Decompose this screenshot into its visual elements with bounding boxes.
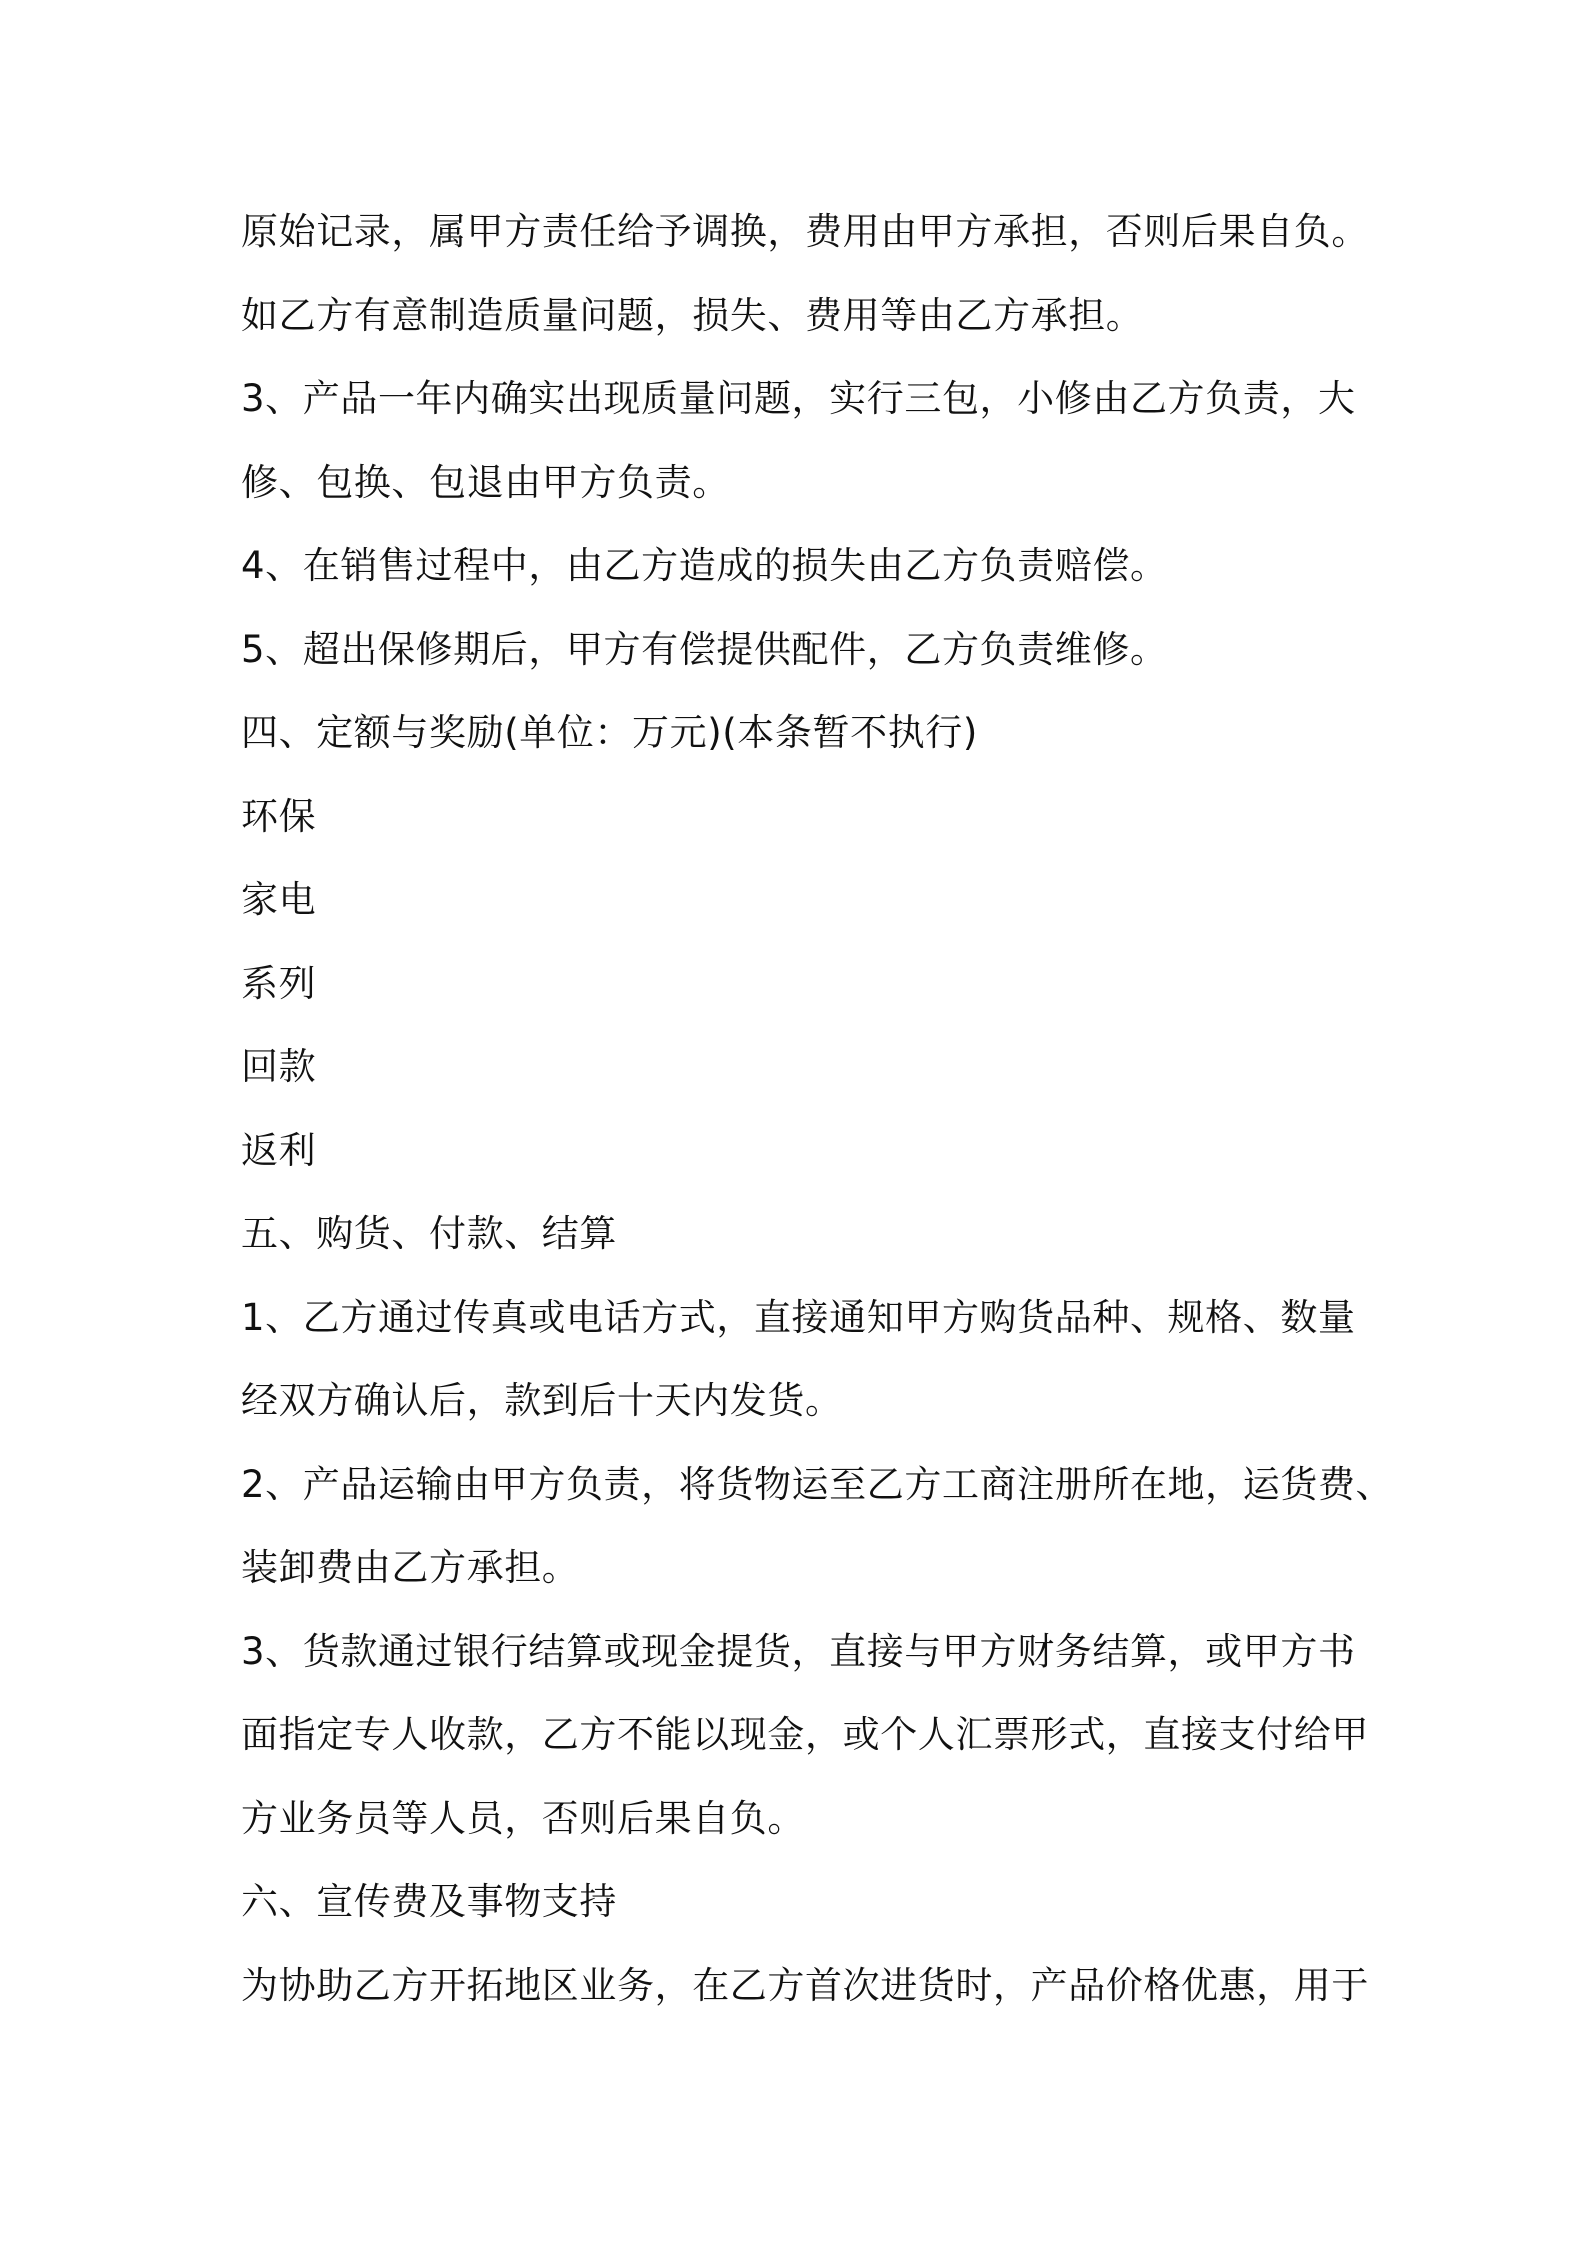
text-line: 面指定专人收款，乙方不能以现金，或个人汇票形式，直接支付给甲 (241, 1713, 1369, 1756)
text-line: 系列 (241, 961, 317, 1005)
text-line: 如乙方有意制造质量问题，损失、费用等由乙方承担。 (241, 293, 1144, 337)
text-line: 4、在销售过程中，由乙方造成的损失由乙方负责赔偿。 (241, 544, 1168, 587)
text-line: 修、包换、包退由甲方负责。 (241, 460, 730, 504)
text-line: 为协助乙方开拓地区业务，在乙方首次进货时，产品价格优惠，用于 (241, 1963, 1369, 2007)
document-body (241, 195, 1394, 2032)
text-line: 家电 (241, 878, 317, 921)
text-line: 5、超出保修期后，甲方有偿提供配件，乙方负责维修。 (241, 627, 1168, 671)
section-heading: 五、购货、付款、结算 (241, 1212, 617, 1255)
text-line: 装卸费由乙方承担。 (241, 1546, 580, 1589)
section-heading: 四、定额与奖励(单位：万元)(本条暂不执行) (241, 711, 978, 754)
text-line: 原始记录，属甲方责任给予调换，费用由甲方承担，否则后果自负。 (241, 210, 1369, 253)
text-line: 1、乙方通过传真或电话方式，直接通知甲方购货品种、规格、数量 (241, 1295, 1356, 1339)
text-line: 2、产品运输由甲方负责，将货物运至乙方工商注册所在地，运货费、 (241, 1462, 1394, 1506)
section-heading: 六、宣传费及事物支持 (241, 1880, 617, 1923)
text-line: 3、产品一年内确实出现质量问题，实行三包，小修由乙方负责，大 (241, 377, 1356, 420)
text-line: 经双方确认后，款到后十天内发货。 (241, 1379, 843, 1422)
text-line: 3、货款通过银行结算或现金提货，直接与甲方财务结算，或甲方书 (241, 1629, 1356, 1673)
text-line: 返利 (241, 1128, 317, 1172)
text-line: 方业务员等人员，否则后果自负。 (241, 1796, 805, 1840)
text-line: 环保 (241, 794, 317, 838)
text-line: 回款 (241, 1045, 317, 1088)
